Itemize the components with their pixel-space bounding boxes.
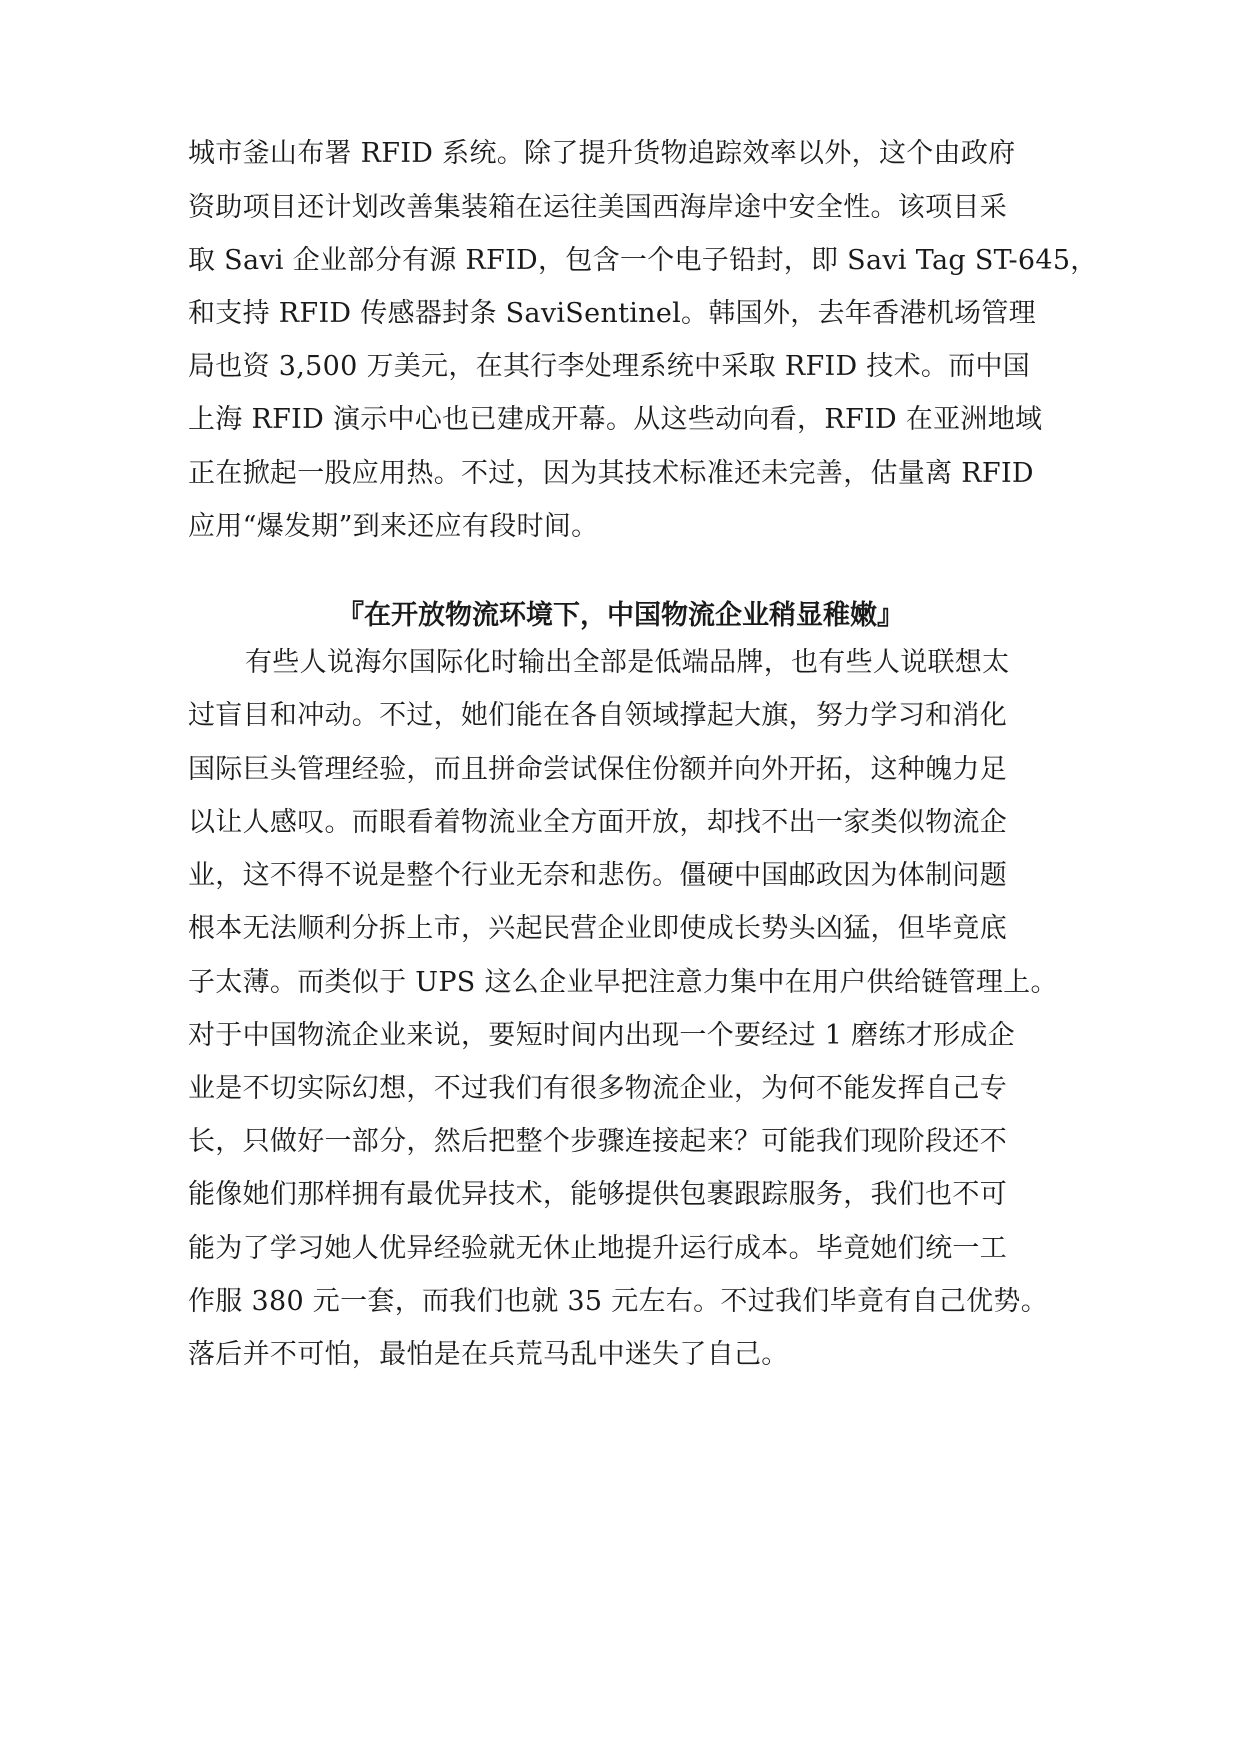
text-line: 过盲目和冲动。不过，她们能在各自领域撑起大旗，努力学习和消化 bbox=[188, 700, 1007, 731]
text-line: 能像她们那样拥有最优异技术，能够提供包裹跟踪服务，我们也不可 bbox=[188, 1179, 1007, 1210]
text-line: 业，这不得不说是整个行业无奈和悲伤。僵硬中国邮政因为体制问题 bbox=[188, 860, 1007, 891]
text-line: 有些人说海尔国际化时输出全部是低端品牌，也有些人说联想太 bbox=[245, 647, 1010, 678]
text-line: 落后并不可怕，最怕是在兵荒马乱中迷失了自己。 bbox=[188, 1339, 789, 1370]
text-line: 能为了学习她人优异经验就无休止地提升运行成本。毕竟她们统一工 bbox=[188, 1233, 1007, 1264]
text-line: 子太薄。而类似于 UPS 这么企业早把注意力集中在用户供给链管理上。 bbox=[188, 967, 1058, 998]
text-line: 上海 RFID 演示中心也已建成开幕。从这些动向看，RFID 在亚洲地域 bbox=[188, 404, 1043, 435]
text-line: 根本无法顺利分拆上市，兴起民营企业即使成长势头凶猛，但毕竟底 bbox=[188, 913, 1007, 944]
text-line: 长，只做好一部分，然后把整个步骤连接起来？可能我们现阶段还不 bbox=[188, 1126, 1007, 1157]
text-line: 国际巨头管理经验，而且拼命尝试保住份额并向外开拓，这种魄力足 bbox=[188, 754, 1007, 785]
text-line: 作服 380 元一套，而我们也就 35 元左右。不过我们毕竟有自己优势。 bbox=[188, 1286, 1049, 1317]
text-line: 业是不切实际幻想，不过我们有很多物流企业，为何不能发挥自己专 bbox=[188, 1073, 1007, 1104]
text-line: 城市釜山布署 RFID 系统。除了提升货物追踪效率以外，这个由政府 bbox=[188, 138, 1016, 169]
text-line: 以让人感叹。而眼看着物流业全方面开放，却找不出一家类似物流企 bbox=[188, 807, 1007, 838]
text-line: 和支持 RFID 传感器封条 SaviSentinel。韩国外，去年香港机场管理 bbox=[188, 298, 1036, 329]
text-line: 正在掀起一股应用热。不过，因为其技术标准还未完善，估量离 RFID bbox=[188, 458, 1034, 489]
text-line: 局也资 3,500 万美元，在其行李处理系统中采取 RFID 技术。而中国 bbox=[188, 351, 1031, 382]
text-line: 取 Savi 企业部分有源 RFID，包含一个电子铅封，即 Savi Tag ST-645， bbox=[188, 245, 1098, 276]
text-line: 对于中国物流企业来说，要短时间内出现一个要经过 1 磨练才形成企 bbox=[188, 1020, 1015, 1051]
text-line: 资助项目还计划改善集装箱在运往美国西海岸途中安全性。该项目采 bbox=[188, 192, 1007, 223]
section-heading: 『在开放物流环境下，中国物流企业稍显稚嫩』 bbox=[337, 600, 904, 631]
text-line: 应用“爆发期”到来还应有段时间。 bbox=[188, 511, 599, 542]
